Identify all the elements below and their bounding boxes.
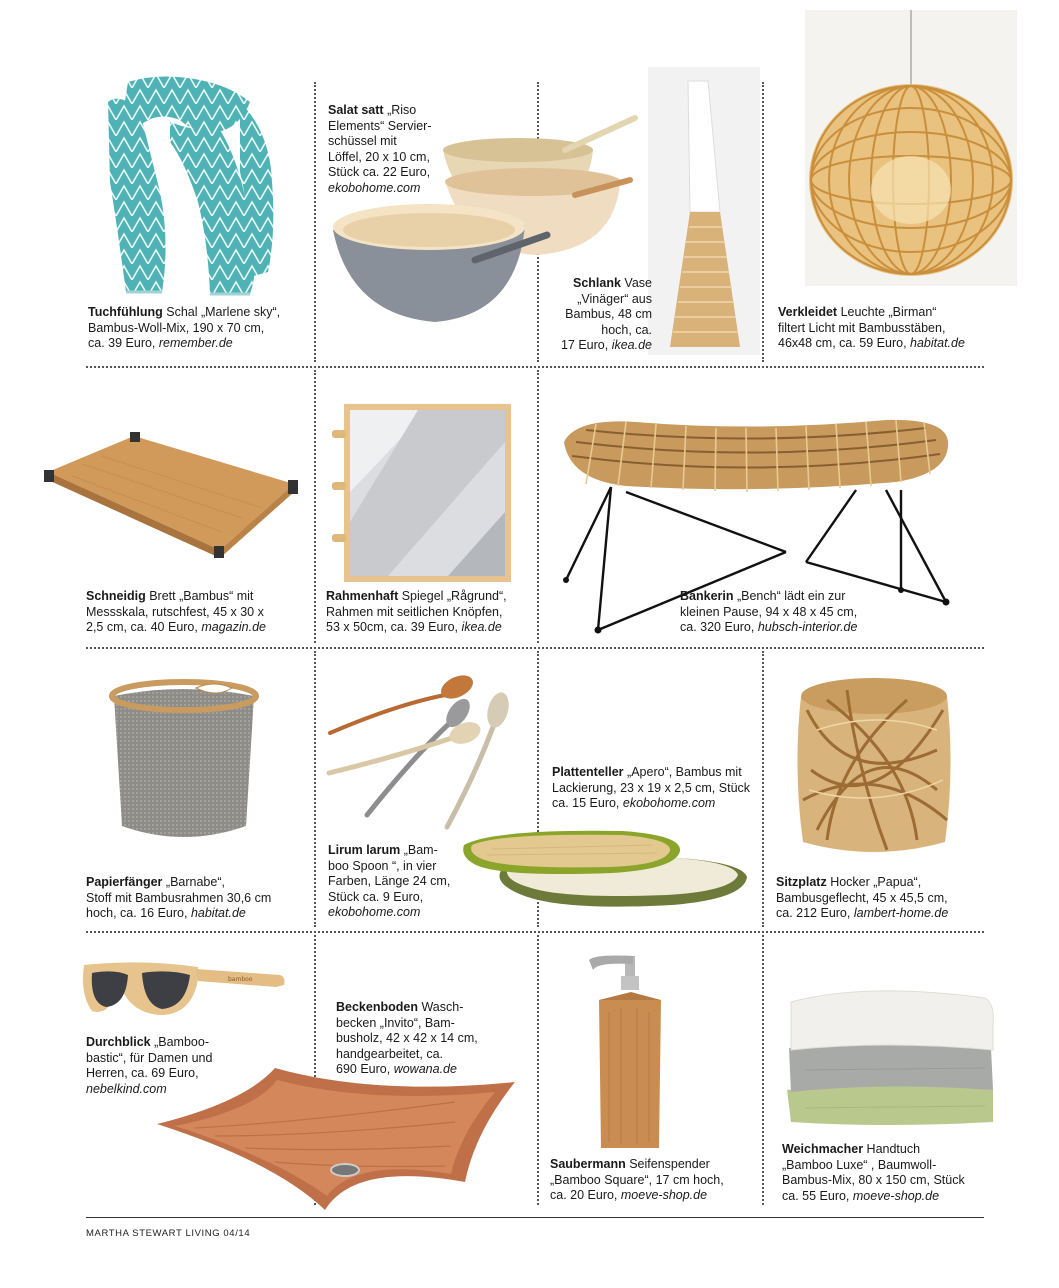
cutting-board-image [42, 428, 302, 558]
footer-rule [86, 1217, 984, 1218]
stool-image [787, 670, 962, 860]
caption-sink: Beckenboden Wasch- becken „Invito“, Bam- busholz, 42 x 42 x 14 cm, handgearbeitet, ca. 690 Euro, wowana.de [336, 1000, 478, 1076]
col-divider [314, 651, 316, 927]
glasses-brand-text: bamboo [228, 976, 253, 983]
col-divider [537, 370, 539, 643]
col-divider [537, 935, 539, 1205]
row-divider-2 [86, 647, 984, 649]
sunglasses-image [80, 955, 290, 1030]
laundry-basket-image [104, 676, 264, 848]
mirror-image [328, 402, 513, 584]
row-divider-1 [86, 366, 984, 368]
caption-stool: Sitzplatz Hocker „Papua“, Bambusgeflecht, 45 x 45,5 cm, ca. 212 Euro, lambert-home.de [776, 875, 949, 920]
caption-laundry-basket: Papierfänger „Barnabe“, Stoff mit Bambusrahmen 30,6 cm hoch, ca. 16 Euro, habitat.de [86, 875, 272, 920]
scarf-image [100, 72, 300, 297]
towels-image [785, 978, 1000, 1128]
caption-mirror: Rahmenhaft Spiegel „Rågrund“, Rahmen mit seitlichen Knöpfen, 53 x 50cm, ca. 39 Euro, ikea.de [326, 589, 507, 634]
caption-towels: Weichmacher Handtuch „Bamboo Luxe“ , Baumwoll- Bambus-Mix, 80 x 150 cm, Stück ca. 55 Euro, moeve-shop.de [782, 1142, 965, 1203]
lamp-image [805, 10, 1017, 286]
caption-cutting-board: Schneidig Brett „Bambus“ mit Messskala, rutschfest, 45 x 30 x 2,5 cm, ca. 40 Euro, magazin.de [86, 589, 266, 634]
row-divider-3 [86, 931, 984, 933]
footer-credit: MARTHA STEWART LIVING 04/14 [86, 1228, 251, 1239]
caption-soap-dispenser: Saubermann Seifenspender „Bamboo Square“, 17 cm hoch, ca. 20 Euro, moeve-shop.de [550, 1157, 724, 1202]
caption-lamp: Verkleidet Leuchte „Birman“ filtert Licht mit Bambusstäben, 46x48 cm, ca. 59 Euro, habitat.de [778, 305, 965, 350]
plates-image [462, 825, 752, 913]
vase-image [648, 67, 760, 355]
spoons-image [325, 665, 525, 835]
col-divider [314, 370, 316, 643]
caption-plates: Plattenteller „Apero“, Bambus mit Lackierung, 23 x 19 x 2,5 cm, Stück ca. 15 Euro, ekobohome.com [552, 765, 751, 810]
caption-bench: Bankerin „Bench“ lädt ein zur kleinen Pause, 94 x 48 x 45 cm, ca. 320 Euro, hubsch-interior.de [680, 589, 858, 634]
sink-image [155, 1062, 520, 1212]
soap-dispenser-image [585, 952, 695, 1152]
caption-scarf: Tuchfühlung Schal „Marlene sky“, Bambus-Woll-Mix, 190 x 70 cm, ca. 39 Euro, remember.de [88, 305, 281, 350]
col-divider [314, 82, 316, 362]
col-divider [762, 935, 764, 1205]
caption-salad-bowl: Salat satt „Riso Elements“ Servier- schüssel mit Löffel, 20 x 10 cm, Stück ca. 22 Euro, ekobohome.com [328, 103, 432, 195]
caption-vase: Schlank Vase „Vinäger“ aus Bambus, 48 cm hoch, ca. 17 Euro, ikea.de [560, 276, 652, 352]
caption-sunglasses: Durchblick „Bamboo- bastic“, für Damen und Herren, ca. 69 Euro, nebelkind.com [86, 1035, 213, 1096]
caption-spoons: Lirum larum „Bam- boo Spoon “, in vier Farben, Länge 24 cm, Stück ca. 9 Euro, ekobohome.com [328, 843, 451, 919]
col-divider [762, 82, 764, 362]
